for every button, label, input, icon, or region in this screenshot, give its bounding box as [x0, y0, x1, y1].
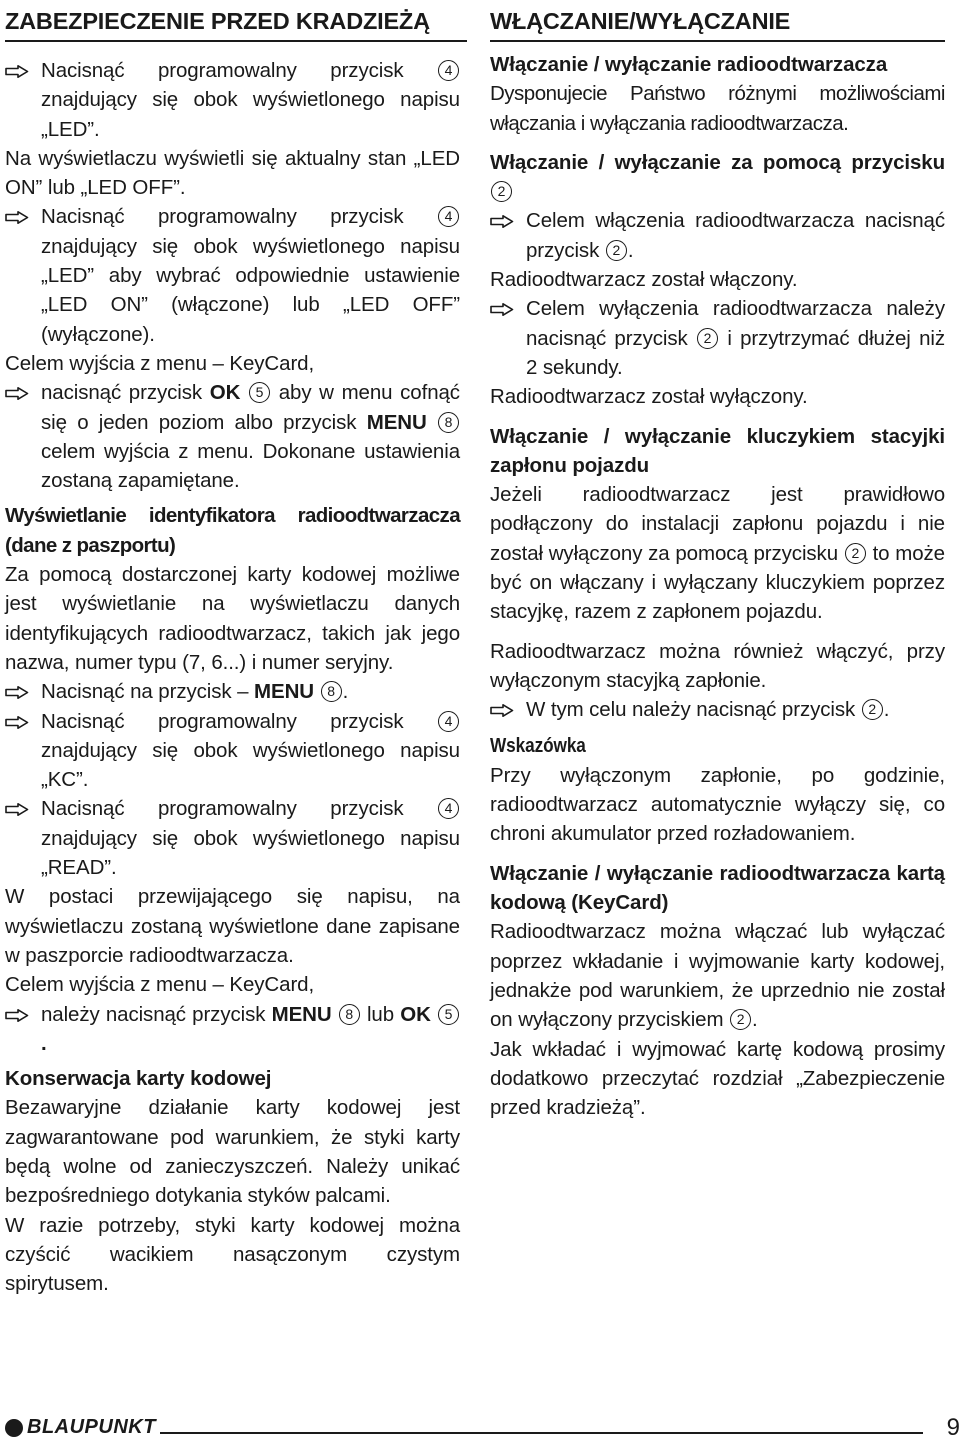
- arrow-icon: [5, 1009, 29, 1022]
- heading-text: Włączanie / wyłączanie za pomocą przycisku: [490, 150, 945, 174]
- paragraph-text: Jeżeli radioodtwarzacz jest prawidłowo podłączony do instalacji zapłonu pojazdu i nie został wyłączony za pomocą przycisku: [490, 483, 945, 565]
- step-text: W tym celu należy nacisnąć przycisk: [526, 698, 856, 722]
- step-text: Nacisnąć programowalny przycisk: [41, 797, 404, 821]
- arrow-icon: [490, 215, 514, 228]
- step-text: znajdujący się obok wyświetlonego napisu „LED” aby wybrać odpowiednie ustawienie „LED ON” (włączone) lub „LED OFF” (wyłączone).: [41, 234, 460, 346]
- menu-label: MENU: [254, 680, 315, 704]
- button-2-symbol: 2: [606, 240, 627, 261]
- instruction-step: [490, 294, 945, 382]
- ok-label: OK: [400, 1002, 431, 1026]
- paragraph: Bezawaryjne działanie karty kodowej jest zagwarantowane pod warunkiem, że styki karty będą wolne od zanieczyszczeń. Należy unikać bezpośredniego dotykania styków palcami.: [5, 1096, 460, 1208]
- subheading-keycard-on-off: Włączanie / wyłączanie radioodtwarzacza kartą kodową (KeyCard): [490, 861, 945, 915]
- button-8-symbol: 8: [321, 681, 342, 702]
- brand-logo: [5, 1416, 156, 1439]
- paragraph: W postaci przewijającego się napisu, na wyświetlaczu zostaną wyświetlone dane zapisane w paszporcie radioodtwarzacza.: [5, 885, 460, 967]
- button-4-symbol: 4: [438, 206, 459, 227]
- instruction-step: [5, 794, 460, 882]
- step-text: należy nacisnąć przycisk: [41, 1002, 266, 1026]
- instruction-step: [5, 378, 460, 495]
- subheading-identifier: Wyświetlanie identyfikatora radioodtwarzacza (dane z paszportu): [5, 504, 460, 557]
- arrow-icon: [5, 716, 29, 729]
- step-text: Nacisnąć programowalny przycisk: [41, 59, 404, 82]
- subheading-radio-on-off: Włączanie / wyłączanie radioodtwarzacza: [490, 53, 888, 76]
- paragraph: Radioodtwarzacz został włączony.: [490, 268, 798, 292]
- step-text: Nacisnąć programowalny przycisk: [41, 709, 404, 733]
- paragraph: [490, 480, 945, 626]
- paragraph: Na wyświetlaczu wyświetli się aktualny stan „LED ON” lub „LED OFF”.: [5, 146, 460, 200]
- header-divider: [490, 40, 945, 42]
- section-title-on-off: WŁĄCZANIE/WYŁĄCZANIE: [490, 8, 791, 34]
- arrow-icon: [490, 704, 514, 717]
- paragraph: Za pomocą dostarczonej karty kodowej możliwe jest wyświetlanie na wyświetlaczu danych identyfikujących radioodtwarzacz, takich jak jego nazwa, numer typu (7, 6...) i numer seryjny.: [5, 563, 460, 674]
- step-text: Celem wyłączenia radioodtwarzacza należy nacisnąć przycisk: [526, 297, 945, 350]
- instruction-step: [5, 202, 460, 348]
- step-text: lub: [366, 1002, 395, 1026]
- page-footer: [0, 1408, 960, 1448]
- ok-label: OK: [209, 381, 241, 405]
- button-2-symbol: 2: [862, 699, 883, 720]
- arrow-icon: [490, 303, 514, 316]
- subheading-ignition-on-off: Włączanie / wyłączanie kluczykiem stacyjki zapłonu pojazdu: [490, 424, 945, 477]
- header-divider: [5, 40, 467, 42]
- button-5-symbol: 5: [249, 382, 270, 403]
- step-text: nacisnąć przycisk: [41, 381, 203, 405]
- page-number: 9: [946, 1414, 960, 1441]
- step-text: znajdujący się obok wyświetlonego napisu „KC”.: [41, 738, 460, 792]
- button-2-symbol: 2: [697, 328, 718, 349]
- button-4-symbol: 4: [438, 60, 459, 81]
- instruction-step: [5, 56, 460, 144]
- step-text: Celem włączenia radioodtwarzacza nacisnąć przycisk: [526, 209, 945, 262]
- arrow-icon: [5, 686, 29, 699]
- instruction-step: [5, 707, 460, 795]
- paragraph-text: to może być on włączany i wyłączany kluczykiem poprzez stacyjkę, razem z zapłonem pojazdu.: [490, 541, 945, 624]
- step-text: znajdujący się obok wyświetlonego napisu „READ”.: [41, 826, 460, 880]
- step-text: .: [627, 238, 634, 262]
- section-title-anti-theft: ZABEZPIECZENIE PRZED KRADZIEŻĄ: [5, 8, 430, 34]
- note-title: Wskazówka: [490, 734, 586, 757]
- note-text: Przy wyłączonym zapłonie, po godzinie, radioodtwarzacz automatycznie wyłączy się, co chroni akumulator przed rozładowaniem.: [490, 763, 945, 846]
- brand-name: BLAUPUNKT: [27, 1416, 156, 1438]
- paragraph: Jak wkładać i wyjmować kartę kodową prosimy dodatkowo przeczytać rozdział „Zabezpieczenie przed kradzieżą”.: [490, 1037, 945, 1120]
- step-text: aby w menu cofnąć się o jeden poziom albo przycisk: [41, 381, 460, 434]
- arrow-icon: [5, 387, 29, 400]
- note-heading: [490, 731, 945, 761]
- step-text: i przytrzymać dłużej niż 2 sekundy.: [526, 326, 945, 379]
- step-text: celem wyjścia z menu. Dokonane ustawienia zostaną zapamiętane.: [41, 439, 460, 493]
- instruction-step: [5, 1000, 460, 1059]
- button-8-symbol: 8: [438, 412, 459, 433]
- button-5-symbol: 5: [438, 1004, 459, 1025]
- button-2-symbol: 2: [730, 1009, 751, 1030]
- paragraph: Celem wyjścia z menu – KeyCard,: [5, 351, 315, 375]
- arrow-icon: [5, 211, 29, 224]
- step-text: Nacisnąć na przycisk –: [41, 680, 249, 704]
- button-8-symbol: 8: [339, 1004, 360, 1025]
- paragraph: Radioodtwarzacz można również włączyć, przy wyłączonym stacyjką zapłonie.: [490, 639, 945, 692]
- menu-label: MENU: [366, 410, 427, 434]
- instruction-step: [490, 695, 945, 724]
- subheading-button-on-off: [490, 148, 945, 207]
- button-2-symbol: 2: [845, 543, 866, 564]
- button-4-symbol: 4: [438, 711, 459, 732]
- paragraph: Celem wyjścia z menu – KeyCard,: [5, 973, 315, 997]
- paragraph: Radioodtwarzacz został wyłączony.: [490, 385, 808, 409]
- paragraph: [490, 917, 945, 1034]
- step-text: .: [883, 698, 890, 722]
- arrow-icon: [5, 65, 29, 78]
- subheading-card-care: Konserwacja karty kodowej: [5, 1067, 272, 1091]
- instruction-step: [490, 206, 945, 265]
- menu-label: MENU: [271, 1002, 332, 1026]
- paragraph: W razie potrzeby, styki karty kodowej można czyścić wacikiem nasączonym czystym spirytusem.: [5, 1213, 460, 1296]
- step-text: znajdujący się obok wyświetlonego napisu „LED”.: [41, 88, 460, 141]
- paragraph-text: .: [752, 1008, 758, 1032]
- step-text: .: [342, 680, 349, 704]
- button-4-symbol: 4: [438, 798, 459, 819]
- arrow-icon: [5, 803, 29, 816]
- instruction-step: [5, 677, 460, 706]
- footer-divider: [160, 1432, 923, 1434]
- brand-dot-icon: [5, 1419, 23, 1437]
- paragraph: Dysponujecie Państwo różnymi możliwościami włączania i wyłączania radioodtwarzacza.: [490, 82, 945, 135]
- button-2-symbol: 2: [491, 181, 512, 202]
- paragraph-text: Radioodtwarzacz można włączać lub wyłączać poprzez wkładanie i wyjmowanie karty kodowej, jednakże pod warunkiem, że uprzednio nie został on wyłączony przyciskiem: [490, 920, 945, 1032]
- step-text: Nacisnąć programowalny przycisk: [41, 205, 404, 229]
- step-text: .: [41, 1031, 47, 1055]
